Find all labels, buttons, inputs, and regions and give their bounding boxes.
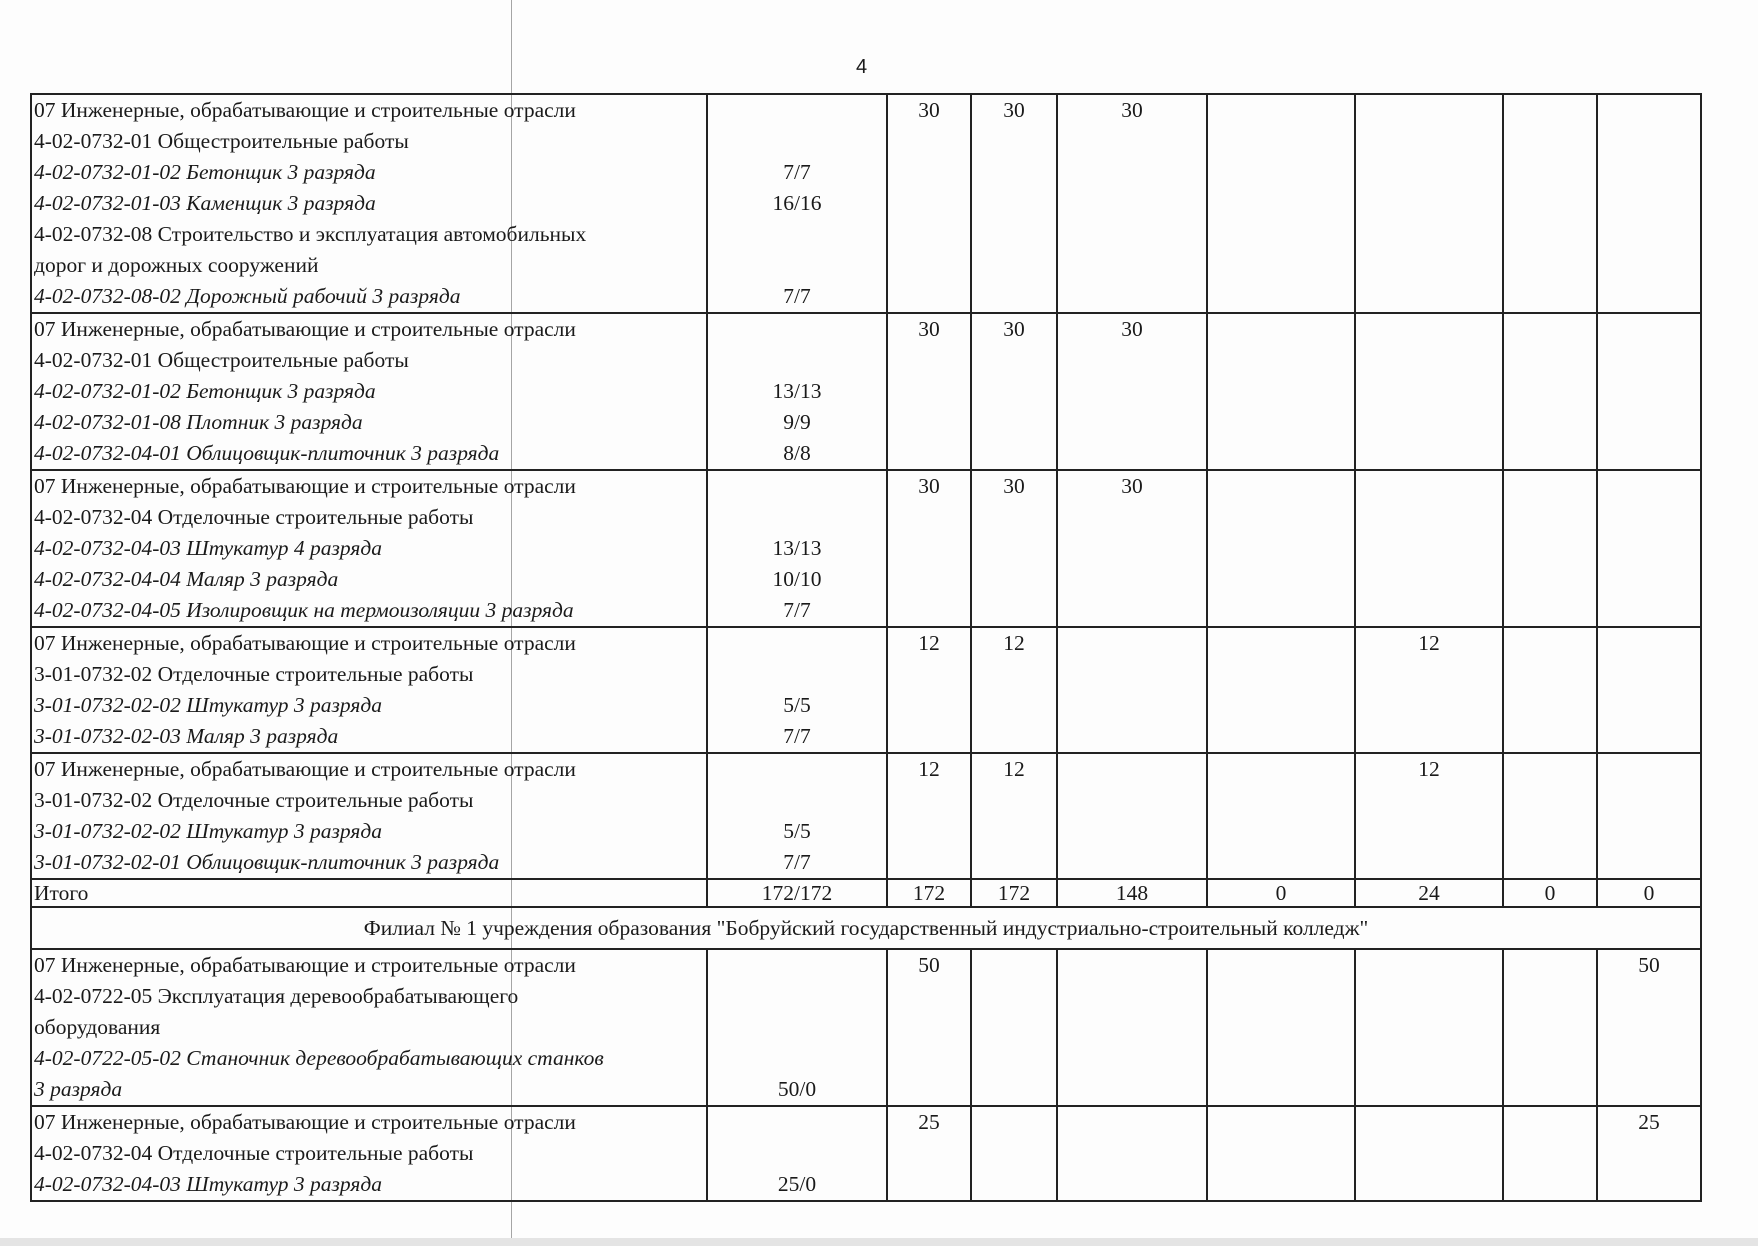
- quantity-value: [710, 126, 884, 157]
- specialty-line: 07 Инженерные, обрабатывающие и строительные отрасли: [34, 474, 576, 498]
- quantity-value: [710, 95, 884, 126]
- plan-column-6-cell: [1503, 753, 1597, 879]
- plan-column-7-cell: [1597, 313, 1701, 470]
- specialty-line: 4-02-0732-04 Отделочные строительные работы: [34, 1141, 474, 1165]
- specialty-line: 07 Инженерные, обрабатывающие и строительные отрасли: [34, 757, 576, 781]
- plan-column-4-cell: [1207, 313, 1355, 470]
- qualification-line: 4-02-0732-01-02 Бетонщик 3 разряда: [34, 379, 376, 403]
- qualification-line: 4-02-0732-04-01 Облицовщик-плиточник 3 разряда: [34, 441, 500, 465]
- plan-column-3-cell: [1057, 949, 1207, 1106]
- quantity-cell: [707, 753, 887, 879]
- total-label: Итого: [31, 879, 707, 907]
- quantity-value: [710, 345, 884, 376]
- specialty-description-cell: [31, 627, 707, 753]
- table-row: [31, 1106, 1701, 1201]
- specialty-line: 3-01-0732-02 Отделочные строительные работы: [34, 788, 474, 812]
- table-row: [31, 753, 1701, 879]
- plan-column-1-cell: 25: [887, 1106, 971, 1201]
- quantity-value: 7/7: [783, 160, 811, 184]
- admission-plan-table: [30, 93, 1702, 1202]
- specialty-line: 4-02-0732-04 Отделочные строительные работы: [34, 505, 474, 529]
- plan-column-6-cell: [1503, 313, 1597, 470]
- total-column-7: 0: [1597, 879, 1701, 907]
- quantity-cell: [707, 949, 887, 1106]
- branch-title: Филиал № 1 учреждения образования "Бобруйский государственный индустриально-строительный колледж": [31, 907, 1701, 949]
- total-column-5: 24: [1355, 879, 1503, 907]
- quantity-value: [710, 250, 884, 281]
- qualification-line: 4-02-0732-04-03 Штукатур 3 разряда: [34, 1172, 382, 1196]
- quantity-value: 10/10: [772, 567, 822, 591]
- plan-column-4-cell: [1207, 753, 1355, 879]
- total-column-2: 172: [971, 879, 1057, 907]
- qualification-line: 3-01-0732-02-01 Облицовщик-плиточник 3 разряда: [34, 850, 500, 874]
- quantity-value: [710, 950, 884, 981]
- quantity-value: 7/7: [783, 850, 811, 874]
- quantity-cell: [707, 470, 887, 627]
- qualification-line: 4-02-0732-04-05 Изолировщик на термоизоляции 3 разряда: [34, 598, 574, 622]
- branch-header-row: [31, 907, 1701, 949]
- quantity-value: 9/9: [783, 410, 811, 434]
- plan-column-4-cell: [1207, 1106, 1355, 1201]
- plan-column-2-cell: 12: [971, 753, 1057, 879]
- plan-column-7-cell: [1597, 94, 1701, 313]
- quantity-value: 5/5: [783, 819, 811, 843]
- plan-column-1-cell: 30: [887, 94, 971, 313]
- plan-column-2-cell: 30: [971, 313, 1057, 470]
- quantity-cell: [707, 313, 887, 470]
- table-row: [31, 949, 1701, 1106]
- quantity-value: 8/8: [783, 441, 811, 465]
- plan-column-6-cell: [1503, 470, 1597, 627]
- specialty-line: 4-02-0722-05 Эксплуатация деревообрабатывающего: [34, 984, 519, 1008]
- quantity-value: [710, 314, 884, 345]
- qualification-line: 3-01-0732-02-02 Штукатур 3 разряда: [34, 819, 382, 843]
- specialty-line: 07 Инженерные, обрабатывающие и строительные отрасли: [34, 98, 576, 122]
- specialty-description-cell: [31, 753, 707, 879]
- quantity-value: 13/13: [772, 379, 822, 403]
- quantity-value: 25/0: [777, 1172, 817, 1196]
- plan-column-4-cell: [1207, 949, 1355, 1106]
- table-row: [31, 470, 1701, 627]
- plan-column-1-cell: 30: [887, 313, 971, 470]
- quantity-value: 5/5: [783, 693, 811, 717]
- plan-column-1-cell: 30: [887, 470, 971, 627]
- plan-column-6-cell: [1503, 627, 1597, 753]
- quantity-value: 50/0: [777, 1077, 817, 1101]
- plan-column-5-cell: 12: [1355, 753, 1503, 879]
- plan-column-5-cell: 12: [1355, 627, 1503, 753]
- plan-column-2-cell: 30: [971, 470, 1057, 627]
- quantity-value: 16/16: [772, 191, 822, 215]
- plan-column-3-cell: 30: [1057, 94, 1207, 313]
- quantity-value: 7/7: [783, 598, 811, 622]
- plan-column-6-cell: [1503, 1106, 1597, 1201]
- plan-column-5-cell: [1355, 1106, 1503, 1201]
- plan-column-2-cell: 12: [971, 627, 1057, 753]
- quantity-value: [710, 219, 884, 250]
- quantity-value: [710, 981, 884, 1012]
- qualification-line: 3 разряда: [34, 1077, 123, 1101]
- plan-column-5-cell: [1355, 470, 1503, 627]
- quantity-value: [710, 628, 884, 659]
- quantity-value: [710, 1012, 884, 1043]
- plan-column-7-cell: 25: [1597, 1106, 1701, 1201]
- plan-column-6-cell: [1503, 949, 1597, 1106]
- total-column-6: 0: [1503, 879, 1597, 907]
- total-column-1: 172: [887, 879, 971, 907]
- specialty-line: оборудования: [34, 1015, 161, 1039]
- plan-column-3-cell: 30: [1057, 313, 1207, 470]
- plan-column-3-cell: [1057, 1106, 1207, 1201]
- plan-column-7-cell: [1597, 753, 1701, 879]
- plan-column-6-cell: [1503, 94, 1597, 313]
- plan-column-7-cell: [1597, 627, 1701, 753]
- table-row: [31, 627, 1701, 753]
- quantity-cell: [707, 627, 887, 753]
- plan-column-5-cell: [1355, 949, 1503, 1106]
- specialty-line: 4-02-0732-01 Общестроительные работы: [34, 129, 409, 153]
- plan-column-7-cell: 50: [1597, 949, 1701, 1106]
- plan-column-5-cell: [1355, 94, 1503, 313]
- qualification-line: 4-02-0732-08-02 Дорожный рабочий 3 разряда: [34, 284, 461, 308]
- qualification-line: 3-01-0732-02-02 Штукатур 3 разряда: [34, 693, 382, 717]
- quantity-cell: [707, 94, 887, 313]
- plan-column-2-cell: [971, 949, 1057, 1106]
- specialty-description-cell: [31, 470, 707, 627]
- specialty-line: 07 Инженерные, обрабатывающие и строительные отрасли: [34, 1110, 576, 1134]
- specialty-line: 4-02-0732-01 Общестроительные работы: [34, 348, 409, 372]
- table-row: [31, 94, 1701, 313]
- specialty-description-cell: [31, 949, 707, 1106]
- plan-column-1-cell: 50: [887, 949, 971, 1106]
- qualification-line: 4-02-0732-01-02 Бетонщик 3 разряда: [34, 160, 376, 184]
- plan-column-3-cell: [1057, 753, 1207, 879]
- quantity-value: [710, 1043, 884, 1074]
- page-number: 4: [856, 56, 868, 78]
- quantity-value: [710, 1138, 884, 1169]
- specialty-line: 07 Инженерные, обрабатывающие и строительные отрасли: [34, 953, 576, 977]
- quantity-value: [710, 754, 884, 785]
- table-row: [31, 313, 1701, 470]
- qualification-line: 4-02-0722-05-02 Станочник деревообрабатывающих станков: [34, 1046, 604, 1070]
- specialty-line: дорог и дорожных сооружений: [34, 253, 319, 277]
- specialty-line: 3-01-0732-02 Отделочные строительные работы: [34, 662, 474, 686]
- plan-column-4-cell: [1207, 627, 1355, 753]
- qualification-line: 3-01-0732-02-03 Маляр 3 разряда: [34, 724, 339, 748]
- qualification-line: 4-02-0732-01-03 Каменщик 3 разряда: [34, 191, 376, 215]
- plan-column-7-cell: [1597, 470, 1701, 627]
- quantity-cell: [707, 1106, 887, 1201]
- total-column-4: 0: [1207, 879, 1355, 907]
- specialty-line: 07 Инженерные, обрабатывающие и строительные отрасли: [34, 631, 576, 655]
- quantity-value: [710, 502, 884, 533]
- table-body: [31, 94, 1701, 1201]
- specialty-line: 07 Инженерные, обрабатывающие и строительные отрасли: [34, 317, 576, 341]
- total-quantity: 172/172: [707, 879, 887, 907]
- plan-column-5-cell: [1355, 313, 1503, 470]
- total-column-3: 148: [1057, 879, 1207, 907]
- specialty-description-cell: [31, 313, 707, 470]
- qualification-line: 4-02-0732-04-04 Маляр 3 разряда: [34, 567, 339, 591]
- plan-column-3-cell: [1057, 627, 1207, 753]
- quantity-value: 7/7: [783, 724, 811, 748]
- quantity-value: 7/7: [783, 284, 811, 308]
- quantity-value: 13/13: [772, 536, 822, 560]
- plan-column-1-cell: 12: [887, 753, 971, 879]
- specialty-line: 4-02-0732-08 Строительство и эксплуатация автомобильных: [34, 222, 587, 246]
- specialty-description-cell: [31, 1106, 707, 1201]
- plan-column-2-cell: [971, 1106, 1057, 1201]
- qualification-line: 4-02-0732-04-03 Штукатур 4 разряда: [34, 536, 382, 560]
- qualification-line: 4-02-0732-01-08 Плотник 3 разряда: [34, 410, 363, 434]
- quantity-value: [710, 1107, 884, 1138]
- quantity-value: [710, 785, 884, 816]
- plan-column-4-cell: [1207, 94, 1355, 313]
- quantity-value: [710, 471, 884, 502]
- total-row: [31, 879, 1701, 907]
- plan-column-3-cell: 30: [1057, 470, 1207, 627]
- plan-column-2-cell: 30: [971, 94, 1057, 313]
- plan-column-1-cell: 12: [887, 627, 971, 753]
- scan-edge: [0, 1238, 1758, 1246]
- specialty-description-cell: [31, 94, 707, 313]
- quantity-value: [710, 659, 884, 690]
- plan-column-4-cell: [1207, 470, 1355, 627]
